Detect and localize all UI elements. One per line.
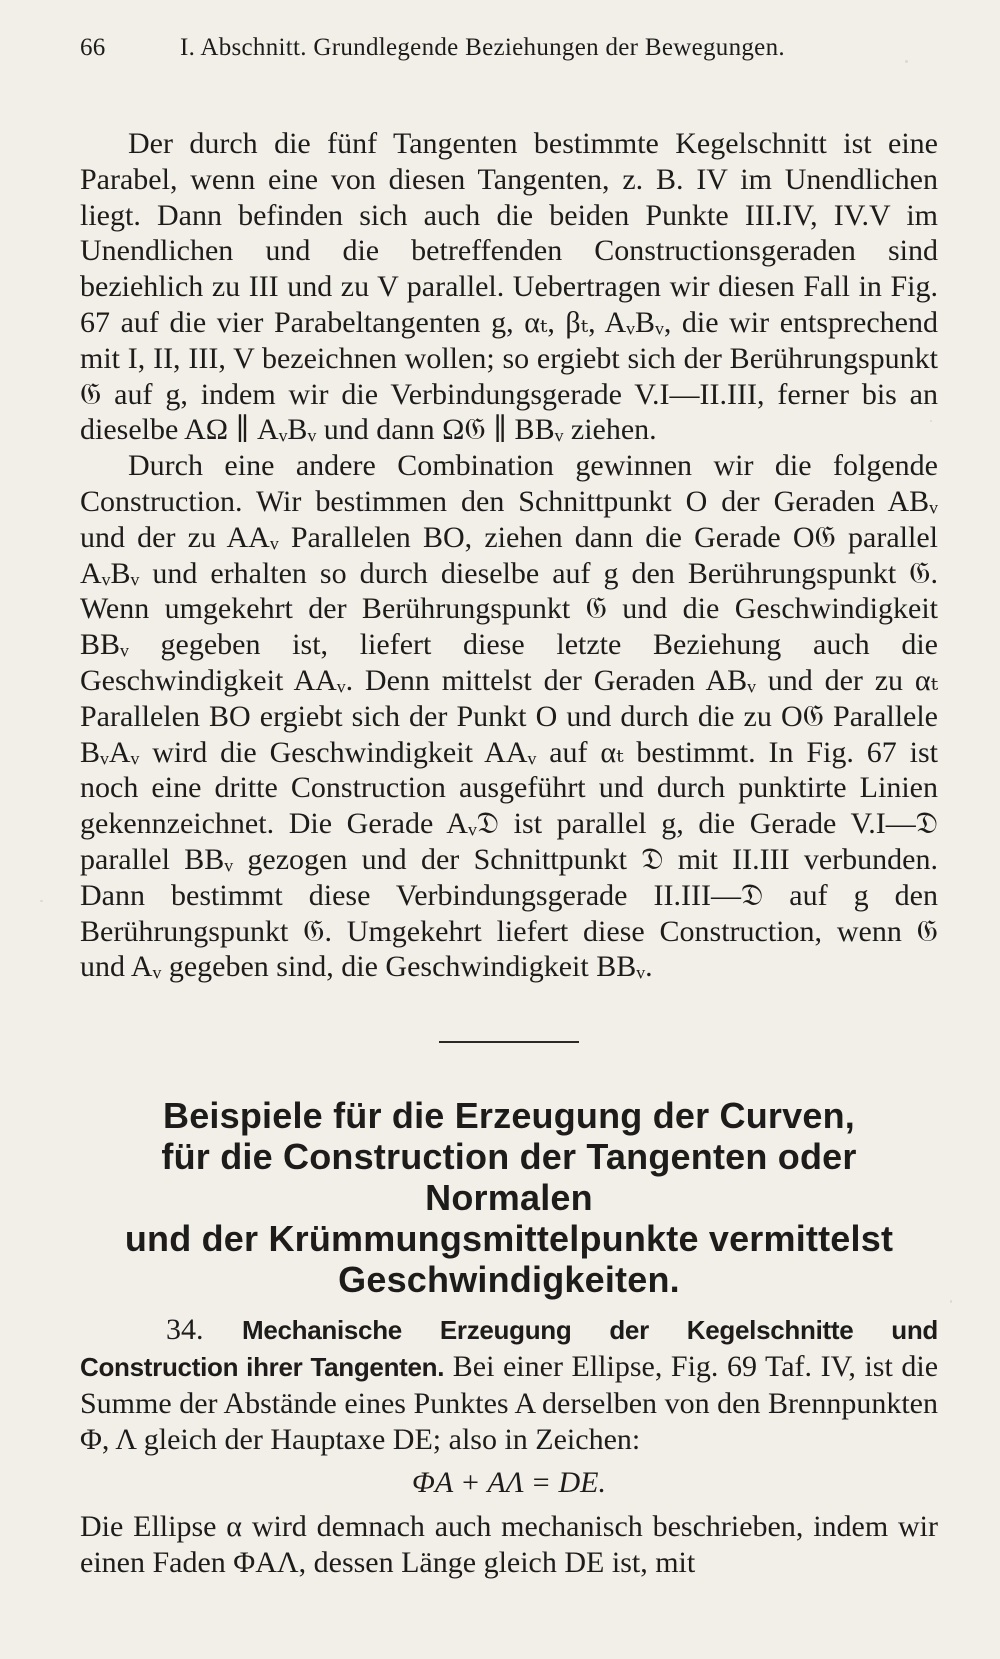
running-head bbox=[80, 34, 938, 74]
paragraph-combination: Durch eine andere Combination gewinnen wir die folgende Construction. Wir bestimmen den Schnittpunkt O der Geraden ABᵥ und der zu AAᵥ Parallelen BO, ziehen dann die Gerade O𝔊 parallel AᵥBᵥ und erhalten so durch dieselbe auf g den Berührungspunkt 𝔊. Wenn umgekehrt der Berührungspunkt 𝔊 und die Geschwindigkeit BBᵥ gegeben ist, liefert diese letzte Beziehung auch die Geschwindigkeit AAᵥ. Denn mittelst der Geraden ABᵥ und der zu αₜ Parallelen BO ergiebt sich der Punkt O und durch die zu O𝔊 Parallele BᵥAᵥ wird die Geschwindigkeit AAᵥ auf αₜ bestimmt. In Fig. 67 ist noch eine dritte Construction ausgeführt und durch punktirte Linien gekennzeichnet. Die Gerade Aᵥ𝔇 ist parallel g, die Gerade V.I—𝔇 parallel BBᵥ gezogen und der Schnittpunkt 𝔇 mit II.III verbunden. Dann bestimmt diese Verbindungsgerade II.III—𝔇 auf g den Berührungspunkt 𝔊. Umgekehrt liefert diese Construction, wenn 𝔊 und Aᵥ gegeben sind, die Geschwindigkeit BBᵥ. bbox=[80, 449, 938, 984]
section-number: 34. bbox=[166, 1313, 204, 1347]
section-34-continuation: Die Ellipse α wird demnach auch mechanisch beschrieben, indem wir einen Faden ΦAΛ, dessen Länge gleich DE ist, mit bbox=[80, 1510, 938, 1579]
section-34 bbox=[80, 1312, 938, 1581]
equation: ΦA + AΛ = DE. bbox=[412, 1466, 606, 1500]
heading-line-4: Geschwindigkeiten. bbox=[338, 1259, 680, 1301]
section-34-text: Bei einer Ellipse, Fig. 69 Taf. IV, ist die Summe der Abstände eines Punktes A derselben von den Brennpunkten Φ, Λ gleich der Hauptaxe DE; also in Zeichen: bbox=[80, 1349, 939, 1456]
heading-line-3: und der Krümmungsmittelpunkte vermittelst bbox=[124, 1218, 894, 1260]
running-head-title: I. Abschnitt. Grundlegende Beziehungen der Bewegungen. bbox=[180, 34, 785, 61]
section-divider bbox=[439, 1041, 579, 1043]
page-number: 66 bbox=[80, 34, 106, 61]
section-title: Mechanische Erzeugung der Kegelschnitte und Construction ihrer Tangenten. bbox=[80, 1315, 939, 1382]
section-34-paragraph bbox=[80, 1312, 938, 1457]
paragraph-parabola: Der durch die fünf Tangenten bestimmte Kegelschnitt ist eine Parabel, wenn eine von diesen Tangenten, z. B. IV im Unendlichen liegt. Dann befinden sich auch die beiden Punkte III.IV, IV.V im Unendlichen und die betreffenden Constructionsgeraden sind beziehlich zu III und zu V parallel. Uebertragen wir diesen Fall in Fig. 67 auf die vier Parabeltangenten g, αₜ, βₜ, AᵥBᵥ, die wir entsprechend mit I, II, III, V bezeichnen wollen; so ergiebt sich der Berührungspunkt 𝔊 auf g, indem wir die Verbindungsgerade V.I—II.III, ferner bis an dieselbe AΩ ∥ AᵥBᵥ und dann Ω𝔊 ∥ BBᵥ ziehen. bbox=[80, 127, 938, 447]
heading-line-1: Beispiele für die Erzeugung der Curven, bbox=[163, 1095, 855, 1137]
section-heading bbox=[80, 1095, 938, 1300]
heading-line-2: für die Construction der Tangenten oder Normalen bbox=[161, 1136, 857, 1219]
main-text bbox=[80, 126, 938, 985]
